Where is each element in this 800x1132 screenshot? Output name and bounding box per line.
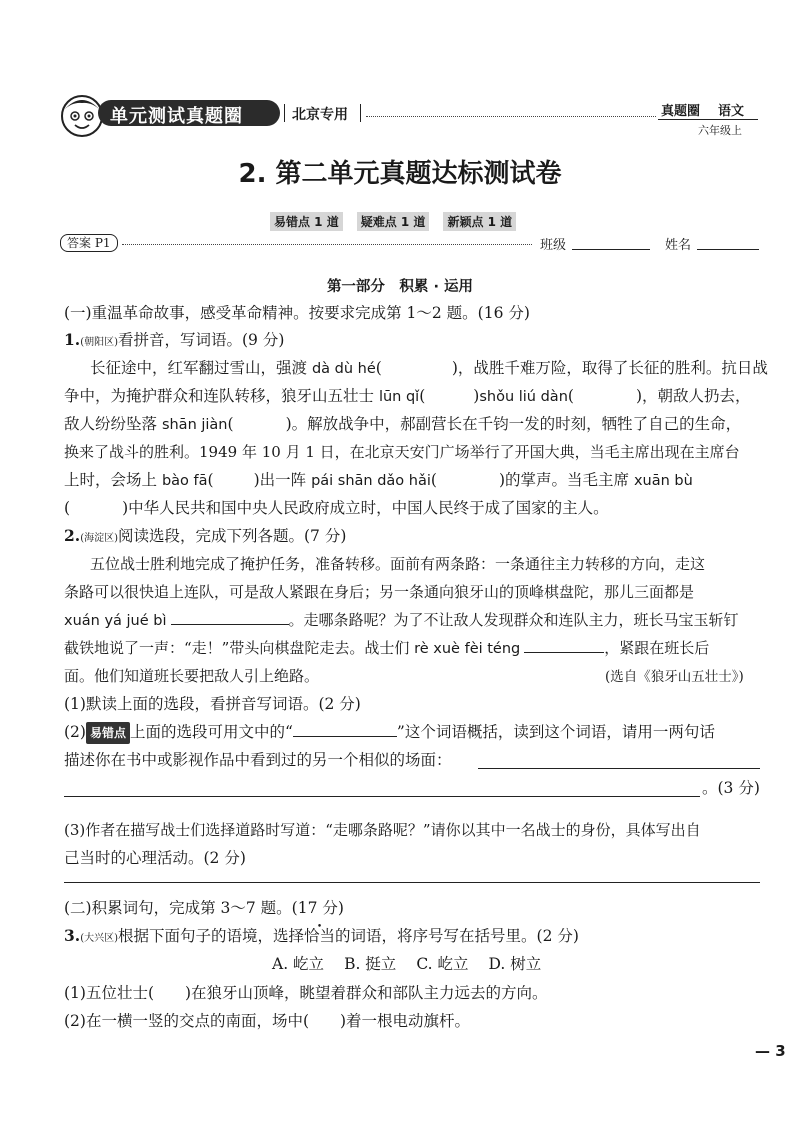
options-row — [272, 954, 541, 974]
error-prone-tag: 易错点 — [86, 722, 130, 744]
pinyin-5: bào fā — [161, 473, 208, 489]
name-field[interactable] — [697, 249, 759, 250]
reading-line-2: 条路可以很快追上连队，可是敌人紧跟在身后；另一条通向狼牙山的顶峰棋盘陀，那儿三面都是 — [64, 583, 695, 601]
reading-line-3: xuán yá jué bì 。走哪条路呢？为了不让敌人发现群众和连队主力，班长马宝玉斩钉 — [64, 611, 739, 629]
answer-dotted-line — [122, 244, 532, 245]
q3-source: (大兴区) — [80, 933, 118, 944]
sentence-2: (2)在一横一竖的交点的南面，场中( )着一根电动旗杆。 — [64, 1012, 471, 1030]
q1-line-4: 换来了战斗的胜利。1949 年 10 月 1 日，在北京天安门广场举行了开国大典，当毛主席出现在主席台 — [64, 443, 740, 461]
answer-blank-10[interactable] — [293, 722, 397, 737]
pinyin-9: rè xuè fèi téng — [414, 641, 521, 657]
subq-1: (1)默读上面的选段，看拼音写词语。(2 分) — [64, 695, 361, 713]
banner-title: 单元测试真题圈 — [110, 106, 243, 127]
pinyin-4: shān jiàn — [161, 417, 228, 433]
answer-blank-8[interactable] — [171, 610, 289, 625]
q2-number: 2. — [64, 526, 81, 545]
q1-line-1: 长征途中，红军翻过雪山，强渡 dà dù hé( )，战胜千难万险，取得了长征的胜利。抗日战 — [90, 359, 768, 377]
name-label: 姓名 — [665, 238, 692, 253]
pinyin-6: pái shān dǎo hǎi — [311, 473, 431, 489]
q2-source: (海淀区) — [80, 533, 118, 544]
subject-label: 语文 — [718, 104, 745, 119]
section1-intro: (一)重温革命故事，感受革命精神。按要求完成第 1～2 题。(16 分) — [64, 304, 530, 322]
q1-line-6: ( )中华人民共和国中央人民政府成立时，中国人民终于成了国家的主人。 — [64, 499, 609, 517]
answer-blank-3[interactable] — [574, 387, 636, 401]
answer-blank-1[interactable] — [382, 359, 452, 373]
book-label: 真题圈 — [661, 104, 701, 119]
reading-line-1: 五位战士胜利地完成了掩护任务，准备转移。面前有两条路：一条通往主力转移的方向，走这 — [90, 555, 706, 573]
region-label: 北京专用 — [292, 107, 348, 123]
answer-ref: 答案 P1 — [60, 234, 118, 252]
answer-blank-9[interactable] — [524, 638, 604, 653]
pinyin-7: xuān bù — [633, 473, 693, 489]
answer-blank-6[interactable] — [437, 471, 499, 485]
q2-text: 阅读选段，完成下列各题。(7 分) — [118, 527, 347, 545]
subq-3: (3)作者在描写战士们选择道路时写道：“走哪条路呢？”请你以其中一名战士的身份，具体写出自 — [64, 821, 701, 839]
answer-blank-7[interactable] — [70, 499, 122, 513]
page-number: — 3 — [755, 1042, 786, 1060]
option-d: D. 树立 — [488, 955, 542, 973]
answer-line-2[interactable] — [64, 796, 700, 797]
q1-number: 1. — [64, 330, 81, 349]
section2-intro: (二)积累词句，完成第 3～7 题。(17 分) — [64, 899, 344, 917]
banner-dotted-line — [366, 116, 656, 117]
badge-novel: 新颖点 1 道 — [443, 212, 516, 231]
page-title: 2. 第二单元真题达标测试卷 — [238, 159, 562, 189]
part-heading: 第一部分 积累 · 运用 — [326, 279, 474, 295]
header-banner — [58, 92, 758, 137]
answer-blank-5[interactable] — [214, 471, 254, 485]
pinyin-3: shǒu liú dàn — [479, 389, 568, 405]
q1-line-3: 敌人纷纷坠落 shān jiàn( )。解放战争中，郝副营长在千钧一发的时刻，牺牲了自己的生命， — [64, 415, 742, 433]
q2-heading — [64, 526, 346, 549]
grade-label: 六年级上 — [698, 124, 742, 137]
pinyin-8: xuán yá jué bì — [64, 613, 167, 629]
header-rule — [658, 119, 758, 120]
answer-line-1[interactable] — [478, 768, 760, 769]
subq-3-cont: 己当时的心理活动。(2 分) — [64, 849, 246, 867]
q1-text: 看拼音，写词语。(9 分) — [118, 331, 285, 349]
answer-blank-4[interactable] — [234, 415, 286, 429]
q3-number: 3. — [64, 926, 81, 945]
q1-heading — [64, 330, 284, 353]
badge-error-prone: 易错点 1 道 — [270, 212, 343, 231]
option-b: B. 挺立 — [344, 955, 397, 973]
answer-blank-2[interactable] — [425, 387, 473, 401]
option-a: A. 屹立 — [272, 955, 325, 973]
reading-line-5: 面。他们知道班长要把敌人引上绝路。 — [64, 667, 320, 685]
option-c: C. 屹立 — [416, 955, 469, 973]
emphasis-word: 恰当 — [304, 927, 336, 945]
answer-line-3[interactable] — [64, 882, 760, 883]
subq-2-score: 。(3 分) — [702, 779, 760, 797]
reading-line-4: 截铁地说了一声：“走！”带头向棋盘陀走去。战士们 rè xuè fèi téng ，紧跟在班长后 — [64, 639, 710, 657]
q1-line-2: 争中，为掩护群众和连队转移，狼牙山五壮士 lūn qǐ( )shǒu liú dàn( )，朝敌人扔去， — [64, 387, 751, 405]
banner-divider-2 — [360, 104, 361, 122]
class-field[interactable] — [572, 249, 650, 250]
subq-2: (2) 易错点 上面的选段可用文中的“ ”这个词语概括，读到这个词语，请用一两句话 — [64, 722, 715, 744]
pinyin-2: lūn qǐ — [378, 389, 420, 405]
badge-row — [270, 212, 570, 231]
q3-heading: 3.(大兴区)根据下面句子的语境，选择恰当的词语，将序号写在括号里。(2 分) — [64, 926, 579, 945]
badge-difficult: 疑难点 1 道 — [357, 212, 430, 231]
subq-2-cont: 描述你在书中或影视作品中看到过的另一个相似的场面： — [64, 751, 452, 769]
reading-source: (选自《狼牙山五壮士》) — [605, 669, 744, 685]
class-label: 班级 — [540, 238, 567, 253]
q1-source: (朝阳区) — [80, 337, 118, 348]
q1-line-5: 上时，会场上 bào fā( )出一阵 pái shān dǎo hǎi( )的掌声。当毛主席 xuān bù — [64, 471, 693, 489]
sentence-1: (1)五位壮士( )在狼牙山顶峰，眺望着群众和部队主力远去的方向。 — [64, 984, 548, 1002]
pinyin-1: dà dù hé — [311, 361, 376, 377]
banner-divider-1 — [284, 104, 285, 122]
